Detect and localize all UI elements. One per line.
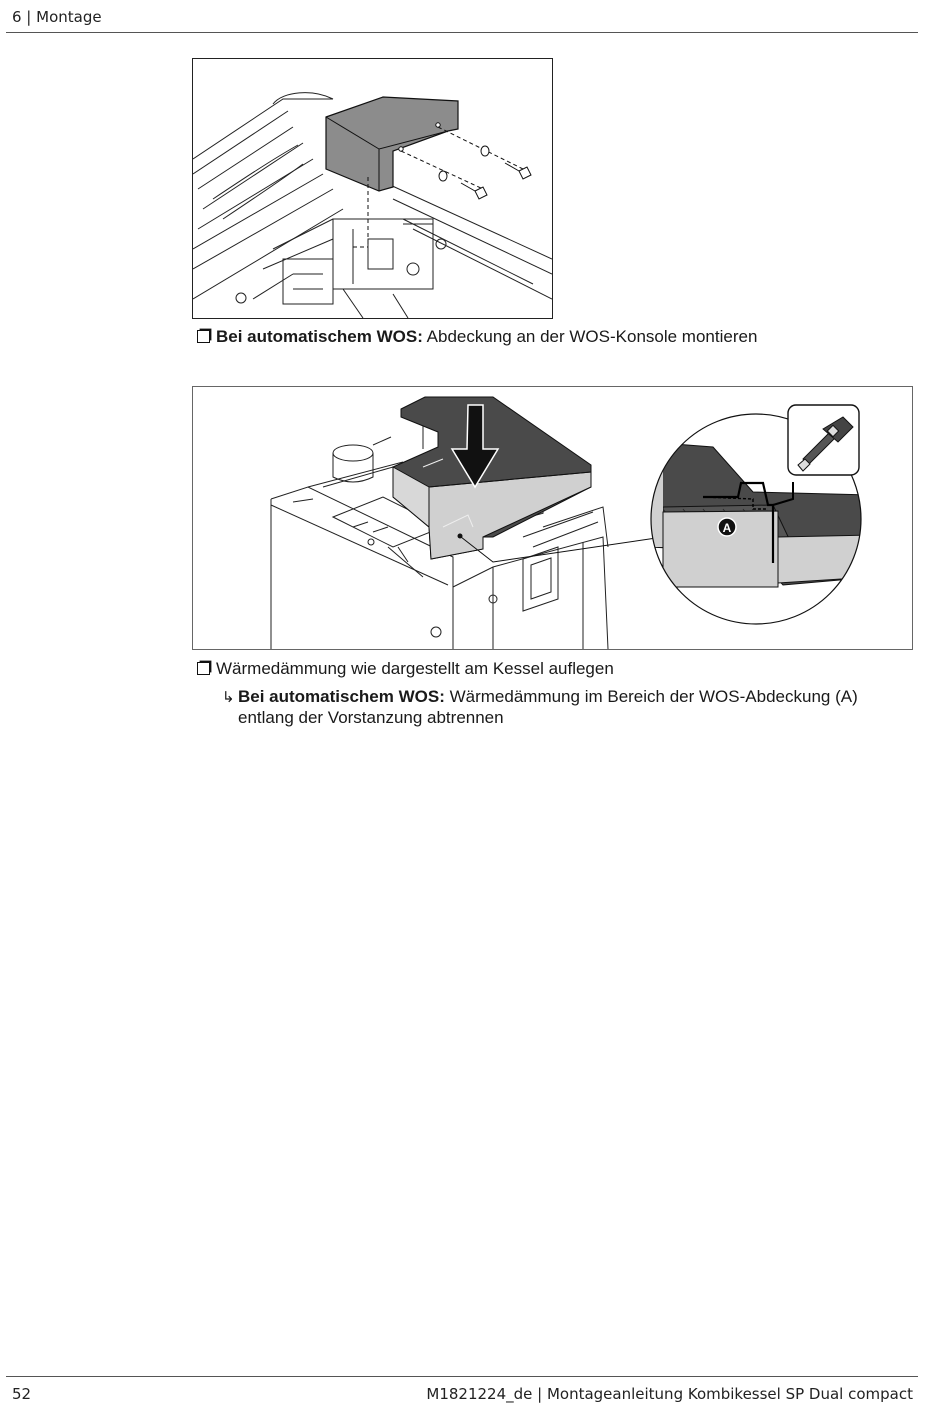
cutter-knife-icon — [788, 405, 859, 475]
footer-divider — [6, 1376, 918, 1377]
step-bold-label: Bei automatischem WOS: — [216, 327, 423, 346]
callout-a-label: A — [722, 521, 732, 535]
document-title: M1821224_de | Montageanleitung Kombikessel SP Dual compact — [426, 1385, 913, 1403]
step-text: Abdeckung an der WOS-Konsole montieren — [422, 327, 758, 346]
step-mount-cover — [197, 326, 757, 347]
header-divider — [6, 32, 918, 33]
figure-thermal-insulation — [192, 386, 913, 650]
checkbox-icon — [197, 662, 210, 675]
step-text: Wärmedämmung wie dargestellt am Kessel auflegen — [216, 659, 614, 678]
result-text-block — [238, 686, 908, 728]
chapter-header: 6 | Montage — [12, 8, 102, 26]
result-text: Wärmedämmung im Bereich der WOS-Abdeckung (A) entlang der Vorstanzung abtrennen — [238, 687, 858, 727]
insulation-illustration — [193, 387, 912, 649]
page-number: 52 — [12, 1385, 32, 1403]
result-bold-label: Bei automatischem WOS: — [238, 687, 445, 706]
figure-wos-cover — [192, 58, 553, 319]
wos-cover-illustration — [193, 59, 552, 318]
checkbox-icon — [197, 330, 210, 343]
step-place-insulation — [197, 658, 614, 679]
result-arrow-icon: ↳ — [222, 689, 235, 706]
step-result — [222, 686, 922, 728]
